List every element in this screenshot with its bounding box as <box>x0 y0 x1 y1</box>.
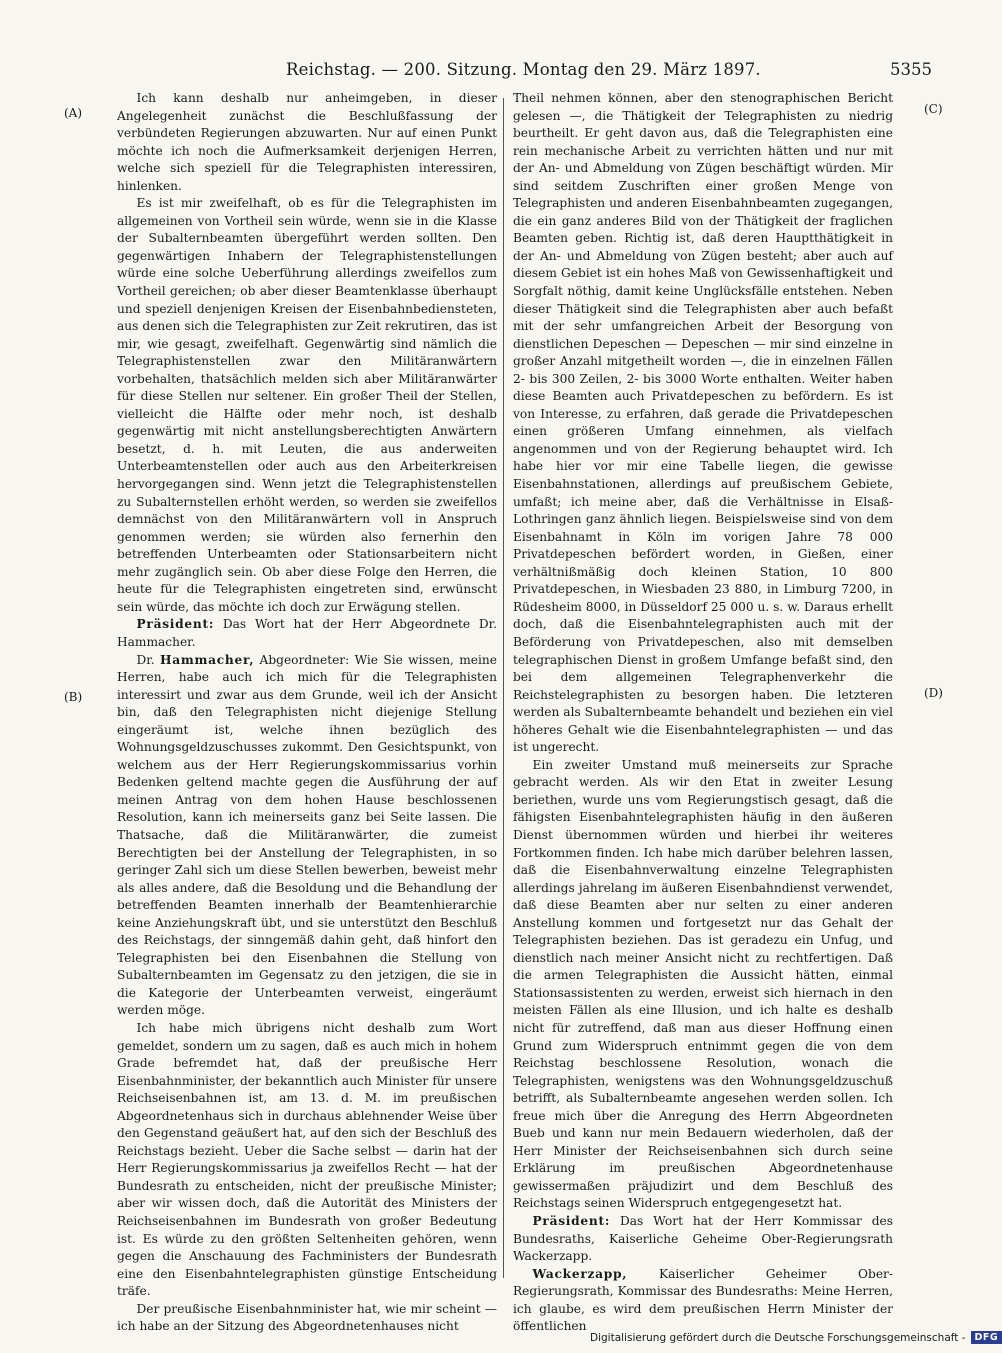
left-paragraph-2: Es ist mir zweifelhaft, ob es für die Telegraphisten im allgemeinen von Vortheil sein würde, wenn sie in die Klasse der Subalternbeamten übergeführt werden sollten. Den gegenwärtigen Inhabern der Telegraphistenstellungen würde eine solche Ueberführung allerdings zweifellos zum Vortheil gereichen; ob aber dieser Beamtenklasse überhaupt und speziell denjenigen Kreisen der Eisenbahnbediensteten, aus denen sich die Telegraphisten zur Zeit rekrutiren, das ist mir, wie gesagt, zweifelhaft. Gegenwärtig sind nämlich die Telegraphistenstellen zwar den Militäranwärtern vorbehalten, thatsächlich melden sich aber Militäranwärter für diese Stellen nur seltener. Ein großer Theil der Stellen, vielleicht die Hälfte oder mehr noch, ist deshalb gegenwärtig mit nicht anstellungsberechtigten Anwärtern besetzt, d. h. mit Leuten, die aus anderweiten Unterbeamtenstellen oder auch aus den Arbeiterkreisen hervorgegangen sind. Wenn jetzt die Telegraphistenstellen zu Subalternstellen erhöht werden, so werden sie zweifellos demnächst von den Militäranwärtern voll in Anspruch genommen werden; sie würden also fernerhin den betreffenden Unterbeamten oder Stationsarbeitern nicht mehr zugänglich sein. Ob aber diese Folge den Herren, die heute für die Telegraphisten eingetreten sind, erwünscht sein würde, das möchte ich doch zur Erwägung stellen. <box>117 196 497 614</box>
speaker-name: Hammacher, <box>159 652 255 667</box>
left-speech-hammacher <box>117 652 497 1020</box>
left-column <box>117 90 497 1334</box>
text-columns <box>0 90 1000 1334</box>
speech-text: Abgeordneter: Wie Sie wissen, meine Herren, habe auch ich mich für die Telegraphisten interessirt und zwar aus dem Grunde, weil ich der Ansicht bin, daß den Telegraphisten nicht diejenige Stellung eingeräumt ist, welche ihnen bezüglich des Wohnungsgeldzuschusses zukommt. Den Gesichtspunkt, von welchem aus der Herr Regierungskommissarius vorhin Bedenken geltend machte gegen die Ausführung der auf meinen Antrag von dem hohen Hause beschlossenen Resolution, kann ich meinerseits ganz bei Seite lassen. Die Thatsache, daß die Militäranwärter, die zumeist Berechtigten bei der Anstellung der Telegraphisten, in so geringer Zahl sich um diese Stellen bewerben, beweist mehr als alles andere, daß die Besoldung und die Behandlung der betreffenden Beamten innerhalb der Beamtenhierarchie keine Anziehungskraft übt, und sie unterstützt den Beschluß des Reichstags, der sinngemäß dahin geht, daß hinfort den Telegraphisten bei den Eisenbahnen die Stellung von Subalternbeamten im Gegensatz zu den jetzigen, die sie in die Kategorie der Unterbeamten verweist, eingeräumt werden möge. <box>117 652 497 1018</box>
president-label: Präsident: <box>136 617 215 632</box>
speaker-name: Wackerzapp, <box>532 1266 628 1281</box>
right-column <box>513 90 893 1334</box>
margin-marker-c: (C) <box>924 102 943 116</box>
margin-marker-b: (B) <box>64 690 83 704</box>
president-text: Das Wort hat der Herr Abgeordnete Dr. Hammacher. <box>117 617 497 649</box>
digitization-footer <box>590 1331 1002 1344</box>
footer-text: Digitalisierung gefördert durch die Deutsche Forschungsgemeinschaft - <box>590 1331 966 1344</box>
right-speech-wackerzapp <box>513 1266 893 1336</box>
speaker-prefix: Dr. <box>136 652 160 667</box>
left-paragraph-4: Ich habe mich übrigens nicht deshalb zum Wort gemeldet, sondern um zu sagen, daß es auch mich in hohem Grade befremdet hat, daß der preußische Herr Eisenbahnminister, der bekanntlich auch Minister für unsere Reichseisenbahnen ist, am 13. d. M. im preußischen Abgeordnetenhaus sich in durchaus ablehnender Weise über den Gegenstand geäußert hat, auf den sich der Beschluß des Reichstags bezieht. Ueber die Sache selbst — darin hat der Herr Regierungskommissarius ja zweifellos Recht — hat der Bundesrath zu entscheiden, nicht der preußische Minister; aber wir wissen doch, daß die Autorität des Ministers der Reichseisenbahnen im Bundesrath von großer Bedeutung ist. Es würde zu den größten Seltenheiten gehören, wenn gegen die Anschauung des Fachministers der Bundesrath eine den Eisenbahntelegraphisten günstige Entscheidung träfe. <box>117 1020 497 1299</box>
speech-text: Kaiserlicher Geheimer Ober-Regierungsrath, Kommissar des Bundesraths: Meine Herren, ich glaube, es wird dem preußischen Herrn Minister der öffentlichen <box>513 1266 893 1334</box>
running-head: Reichstag. — 200. Sitzung. Montag den 29. März 1897. <box>286 60 761 79</box>
left-paragraph-5: Der preußische Eisenbahnminister hat, wie mir scheint — ich habe an der Sitzung des Abgeordnetenhauses nicht <box>117 1301 497 1334</box>
margin-marker-a: (A) <box>64 106 83 120</box>
left-president-remark <box>117 616 497 651</box>
left-paragraph-1: Ich kann deshalb nur anheimgeben, in dieser Angelegenheit zunächst die Beschlußfassung der verbündeten Regierungen abzuwarten. Nur auf einen Punkt möchte ich noch die Aufmerksamkeit derjenigen Herren, welche sich speziell für die Telegraphisten interessiren, hinlenken. <box>117 91 497 193</box>
right-paragraph-1: Theil nehmen können, aber den stenographischen Bericht gelesen —, die Thätigkeit der Telegraphisten zu niedrig beurtheilt. Er geht davon aus, daß die Telegraphisten eine rein mechanische Arbeit zu verrichten hätten und nur mit der An- und Abmeldung von Zügen beschäftigt würden. Mir sind seitdem Zuschriften einer großen Menge von Telegraphisten und anderen Eisenbahnbeamten zugegangen, die ein ganz anderes Bild von der Thätigkeit der fraglichen Beamten geben. Richtig ist, daß deren Hauptthätigkeit in der An- und Abmeldung von Zügen besteht; aber auch auf diesem Gebiet ist ein hohes Maß von Gewissenhaftigkeit und Sorgfalt nöthig, damit keine Unglücksfälle entstehen. Neben dieser Thätigkeit sind die Telegraphisten aber auch befaßt mit der sehr umfangreichen Arbeit der Besorgung von dienstlichen Depeschen — Depeschen — mir sind einzelne in großer Anzahl mitgetheilt worden —, die in einzelnen Fällen 2- bis 300 Zeilen, 2- bis 3000 Worte enthalten. Weiter haben diese Beamten auch Privatdepeschen zu befördern. Es ist von Interesse, zu erfahren, daß gerade die Privatdepeschen einen größeren Umfang einnehmen, als vielfach angenommen und von der Regierung behauptet wird. Ich habe hier vor mir eine Tabelle liegen, die gewisse Eisenbahnstationen, allerdings auf preußischem Gebiete, umfaßt; ich meine aber, daß die Verhältnisse in Elsaß-Lothringen ganz ähnlich liegen. Beispielsweise sind von dem Eisenbahnamt in Köln im vorigen Jahre 78 000 Privatdepeschen befördert worden, in Gießen, einer verhältnißmäßig doch kleinen Station, 10 800 Privatdepeschen, in Wiesbaden 23 880, in Limburg 7200, in Rüdesheim 8000, in Düsseldorf 25 000 u. s. w. Daraus erhellt doch, daß die Eisenbahntelegraphisten auch mit der Beförderung von Privatdepeschen, also mit demselben telegraphischen Dienst in großem Umfange befaßt sind, den bei dem allgemeinen Telegraphenverkehr die Reichstelegraphisten zu besorgen haben. Die letzteren werden als Subalternbeamte behandelt und beziehen ein viel höheres Gehalt wie die Eisenbahntelegraphisten — und das ist ungerecht. <box>513 91 893 755</box>
page-number: 5355 <box>890 60 932 79</box>
president-text: Das Wort hat der Herr Kommissar des Bundesraths, Kaiserliche Geheime Ober-Regierungsrath Wackerzapp. <box>513 1214 893 1264</box>
column-divider <box>503 98 504 1278</box>
dfg-logo: DFG <box>971 1331 1002 1344</box>
right-president-remark <box>513 1213 893 1266</box>
margin-marker-d: (D) <box>924 686 943 700</box>
page-header <box>0 0 1000 92</box>
right-paragraph-2: Ein zweiter Umstand muß meinerseits zur Sprache gebracht werden. Als wir den Etat in zweiter Lesung beriethen, wurde uns vom Regierungstisch gesagt, daß die fähigsten Eisenbahntelegraphisten häufig in den äußeren Dienst übernommen würden und hierbei ihr weiteres Fortkommen finden. Ich habe mich darüber belehren lassen, daß die Eisenbahnverwaltung einzelne Telegraphisten allerdings jahrelang im äußeren Eisenbahndienst verwendet, daß diese Beamten aber nur selten zu einer anderen Anstellung kommen und fortgesetzt nur das Gehalt der Telegraphisten beziehen. Das ist geradezu ein Unfug, und dienstlich nach meiner Ansicht nicht zu rechtfertigen. Daß die armen Telegraphisten die Aussicht hätten, einmal Stationsassistenten zu werden, erweist sich hiernach in den meisten Fällen als eine Illusion, und ich halte es deshalb nicht für zutreffend, daß man aus dieser Hoffnung einen Grund zum Widerspruch entnimmt gegen die von dem Reichstag beschlossene Resolution, wonach die Telegraphisten, wenigstens was den Wohnungsgeldzuschuß betrifft, als Subalternbeamte angesehen werden sollen. Ich freue mich über die Anregung des Herrn Abgeordneten Bueb und kann nur mein Bedauern wiederholen, daß der Herr Minister der Reichseisenbahnen sich durch seine Erklärung im preußischen Abgeordnetenhause gewissermaßen präjudizirt und dem Beschluß des Reichstags seinen Widerspruch entgegengesetzt hat. <box>513 757 893 1211</box>
president-label: Präsident: <box>532 1214 611 1228</box>
